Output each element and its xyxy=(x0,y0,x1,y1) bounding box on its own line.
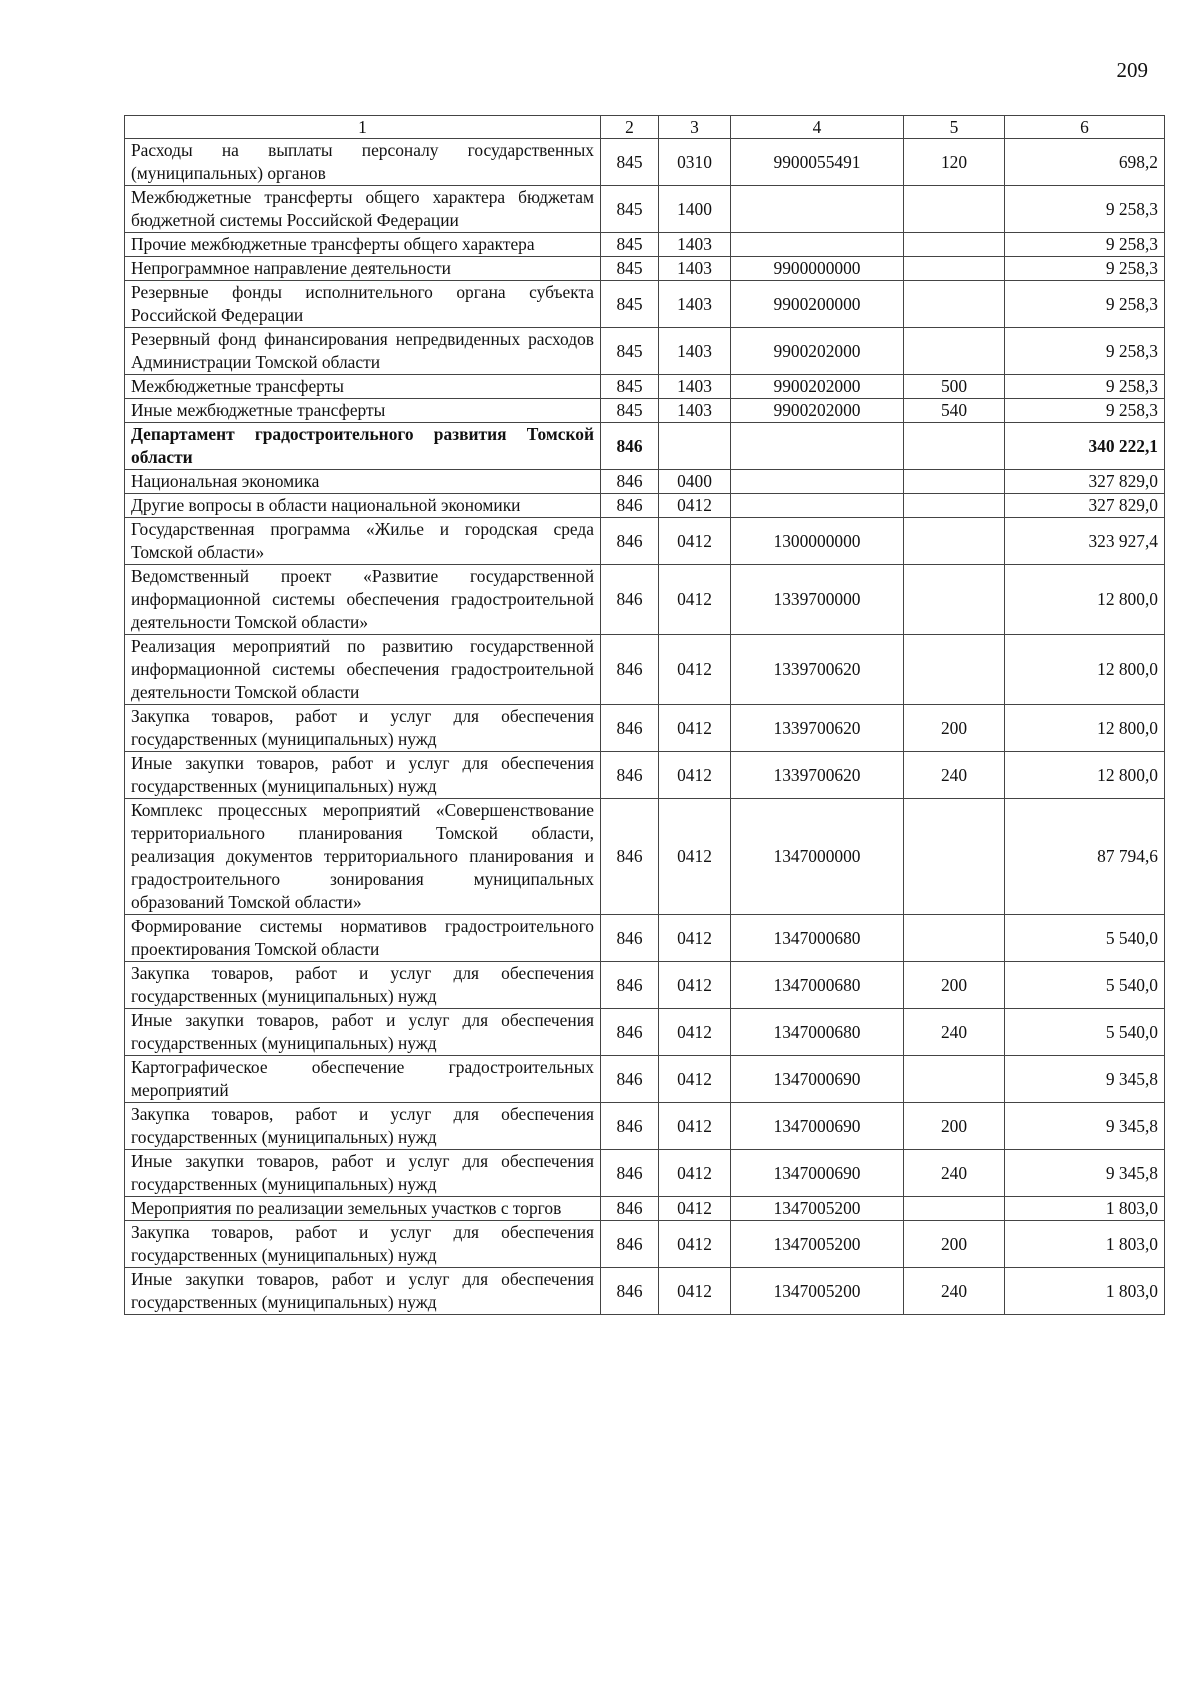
row-code-2: 845 xyxy=(601,257,659,281)
table-row xyxy=(125,635,1165,705)
table-row xyxy=(125,139,1165,186)
row-code-5: 500 xyxy=(904,375,1005,399)
row-amount: 12 800,0 xyxy=(1005,565,1165,635)
row-code-2: 846 xyxy=(601,1268,659,1315)
row-code-3: 1403 xyxy=(659,233,731,257)
row-name: Иные межбюджетные трансферты xyxy=(125,399,601,423)
row-amount: 1 803,0 xyxy=(1005,1221,1165,1268)
row-amount: 9 345,8 xyxy=(1005,1150,1165,1197)
column-number-3: 3 xyxy=(659,116,731,139)
row-name: Иные закупки товаров, работ и услуг для обеспечения государственных (муниципальных) нужд xyxy=(125,1268,601,1315)
row-code-5: 200 xyxy=(904,705,1005,752)
row-code-3: 0412 xyxy=(659,1103,731,1150)
row-code-4: 1347000690 xyxy=(731,1103,904,1150)
table-row xyxy=(125,257,1165,281)
row-name: Прочие межбюджетные трансферты общего характера xyxy=(125,233,601,257)
row-amount: 698,2 xyxy=(1005,139,1165,186)
row-code-4: 1347005200 xyxy=(731,1221,904,1268)
row-code-3: 1403 xyxy=(659,281,731,328)
budget-table-body xyxy=(125,116,1165,1315)
row-name: Формирование системы нормативов градостроительного проектирования Томской области xyxy=(125,915,601,962)
row-code-5 xyxy=(904,257,1005,281)
table-row xyxy=(125,399,1165,423)
row-code-5: 200 xyxy=(904,1221,1005,1268)
row-code-5 xyxy=(904,518,1005,565)
row-code-3: 0412 xyxy=(659,1150,731,1197)
row-code-4: 1339700620 xyxy=(731,752,904,799)
table-row xyxy=(125,752,1165,799)
row-code-3: 0412 xyxy=(659,494,731,518)
row-code-4: 1339700620 xyxy=(731,705,904,752)
row-amount: 5 540,0 xyxy=(1005,915,1165,962)
row-name: Закупка товаров, работ и услуг для обеспечения государственных (муниципальных) нужд xyxy=(125,1103,601,1150)
row-amount: 5 540,0 xyxy=(1005,1009,1165,1056)
row-code-2: 845 xyxy=(601,375,659,399)
row-code-2: 846 xyxy=(601,1197,659,1221)
row-code-3: 0412 xyxy=(659,962,731,1009)
column-number-1: 1 xyxy=(125,116,601,139)
row-code-3: 0310 xyxy=(659,139,731,186)
row-amount: 12 800,0 xyxy=(1005,705,1165,752)
row-name: Мероприятия по реализации земельных участков с торгов xyxy=(125,1197,601,1221)
row-code-2: 846 xyxy=(601,799,659,915)
row-code-4: 1347000680 xyxy=(731,962,904,1009)
row-code-5 xyxy=(904,565,1005,635)
row-code-3: 1400 xyxy=(659,186,731,233)
row-code-3: 1403 xyxy=(659,328,731,375)
row-name: Национальная экономика xyxy=(125,470,601,494)
row-amount: 9 258,3 xyxy=(1005,399,1165,423)
row-code-3: 0412 xyxy=(659,1009,731,1056)
row-code-4: 1347000680 xyxy=(731,915,904,962)
row-code-4 xyxy=(731,470,904,494)
row-code-5: 200 xyxy=(904,1103,1005,1150)
row-code-5: 240 xyxy=(904,1268,1005,1315)
row-name: Межбюджетные трансферты xyxy=(125,375,601,399)
column-number-6: 6 xyxy=(1005,116,1165,139)
row-code-2: 846 xyxy=(601,1009,659,1056)
row-code-5: 540 xyxy=(904,399,1005,423)
row-code-4: 9900202000 xyxy=(731,328,904,375)
row-name: Межбюджетные трансферты общего характера бюджетам бюджетной системы Российской Федерации xyxy=(125,186,601,233)
row-code-4: 1347000000 xyxy=(731,799,904,915)
row-amount: 9 345,8 xyxy=(1005,1056,1165,1103)
row-code-5 xyxy=(904,328,1005,375)
row-code-2: 846 xyxy=(601,1103,659,1150)
row-code-2: 845 xyxy=(601,139,659,186)
row-code-5 xyxy=(904,1197,1005,1221)
row-name: Иные закупки товаров, работ и услуг для обеспечения государственных (муниципальных) нужд xyxy=(125,752,601,799)
row-name: Резервные фонды исполнительного органа субъекта Российской Федерации xyxy=(125,281,601,328)
row-name: Ведомственный проект «Развитие государственной информационной системы обеспечения градостроительной деятельности Томской области» xyxy=(125,565,601,635)
row-code-4: 1347000690 xyxy=(731,1150,904,1197)
row-code-2: 846 xyxy=(601,494,659,518)
row-code-4: 1347000690 xyxy=(731,1056,904,1103)
row-code-2: 846 xyxy=(601,1056,659,1103)
row-name: Другие вопросы в области национальной экономики xyxy=(125,494,601,518)
row-amount: 327 829,0 xyxy=(1005,470,1165,494)
row-code-5: 240 xyxy=(904,1150,1005,1197)
table-row xyxy=(125,705,1165,752)
row-code-2: 846 xyxy=(601,518,659,565)
row-code-4: 1339700000 xyxy=(731,565,904,635)
row-code-3: 0412 xyxy=(659,635,731,705)
row-code-3: 0412 xyxy=(659,1268,731,1315)
row-name: Реализация мероприятий по развитию государственной информационной системы обеспечения градостроительной деятельности Томской области xyxy=(125,635,601,705)
row-code-3 xyxy=(659,423,731,470)
row-name: Закупка товаров, работ и услуг для обеспечения государственных (муниципальных) нужд xyxy=(125,705,601,752)
row-code-2: 846 xyxy=(601,1150,659,1197)
row-code-2: 846 xyxy=(601,752,659,799)
row-amount: 9 345,8 xyxy=(1005,1103,1165,1150)
row-amount: 87 794,6 xyxy=(1005,799,1165,915)
budget-table xyxy=(124,115,1165,1315)
row-amount: 9 258,3 xyxy=(1005,233,1165,257)
row-code-4 xyxy=(731,423,904,470)
row-code-2: 845 xyxy=(601,328,659,375)
table-row xyxy=(125,1221,1165,1268)
row-code-2: 846 xyxy=(601,1221,659,1268)
row-code-3: 1403 xyxy=(659,257,731,281)
row-name: Закупка товаров, работ и услуг для обеспечения государственных (муниципальных) нужд xyxy=(125,962,601,1009)
row-amount: 9 258,3 xyxy=(1005,328,1165,375)
row-code-4: 1347000680 xyxy=(731,1009,904,1056)
row-name: Резервный фонд финансирования непредвиденных расходов Администрации Томской области xyxy=(125,328,601,375)
row-code-4: 9900055491 xyxy=(731,139,904,186)
table-row xyxy=(125,328,1165,375)
row-amount: 9 258,3 xyxy=(1005,186,1165,233)
row-code-3: 0412 xyxy=(659,518,731,565)
row-code-4: 1347005200 xyxy=(731,1197,904,1221)
table-row xyxy=(125,186,1165,233)
row-code-2: 846 xyxy=(601,423,659,470)
row-name: Картографическое обеспечение градостроительных мероприятий xyxy=(125,1056,601,1103)
row-name: Иные закупки товаров, работ и услуг для обеспечения государственных (муниципальных) нужд xyxy=(125,1150,601,1197)
row-code-5 xyxy=(904,281,1005,328)
page-number: 209 xyxy=(1116,58,1148,82)
row-name: Департамент градостроительного развития Томской области xyxy=(125,423,601,470)
row-amount: 12 800,0 xyxy=(1005,635,1165,705)
row-code-4: 9900200000 xyxy=(731,281,904,328)
row-code-5: 200 xyxy=(904,962,1005,1009)
table-row xyxy=(125,962,1165,1009)
row-amount: 1 803,0 xyxy=(1005,1268,1165,1315)
table-row xyxy=(125,423,1165,470)
row-amount: 1 803,0 xyxy=(1005,1197,1165,1221)
table-row xyxy=(125,494,1165,518)
table-row xyxy=(125,565,1165,635)
row-code-4: 9900202000 xyxy=(731,375,904,399)
table-row xyxy=(125,470,1165,494)
row-code-4: 9900202000 xyxy=(731,399,904,423)
row-code-5 xyxy=(904,494,1005,518)
row-code-2: 845 xyxy=(601,186,659,233)
column-number-5: 5 xyxy=(904,116,1005,139)
row-code-2: 846 xyxy=(601,915,659,962)
row-amount: 12 800,0 xyxy=(1005,752,1165,799)
table-row xyxy=(125,1197,1165,1221)
row-code-2: 846 xyxy=(601,962,659,1009)
row-code-4: 1347005200 xyxy=(731,1268,904,1315)
row-code-3: 0400 xyxy=(659,470,731,494)
table-row xyxy=(125,1150,1165,1197)
table-row xyxy=(125,1056,1165,1103)
row-code-3: 0412 xyxy=(659,1221,731,1268)
row-code-3: 0412 xyxy=(659,752,731,799)
row-code-5 xyxy=(904,186,1005,233)
row-code-5: 240 xyxy=(904,1009,1005,1056)
row-code-4 xyxy=(731,233,904,257)
row-code-3: 0412 xyxy=(659,1056,731,1103)
row-code-3: 0412 xyxy=(659,1197,731,1221)
table-row xyxy=(125,281,1165,328)
row-code-3: 0412 xyxy=(659,915,731,962)
row-code-4 xyxy=(731,494,904,518)
column-number-row xyxy=(125,116,1165,139)
row-code-3: 1403 xyxy=(659,375,731,399)
row-name: Иные закупки товаров, работ и услуг для обеспечения государственных (муниципальных) нужд xyxy=(125,1009,601,1056)
row-code-5 xyxy=(904,423,1005,470)
row-amount: 9 258,3 xyxy=(1005,257,1165,281)
row-code-2: 845 xyxy=(601,233,659,257)
row-code-2: 846 xyxy=(601,705,659,752)
row-code-4: 1339700620 xyxy=(731,635,904,705)
row-code-5 xyxy=(904,799,1005,915)
row-code-2: 845 xyxy=(601,281,659,328)
row-code-4 xyxy=(731,186,904,233)
row-code-5 xyxy=(904,1056,1005,1103)
row-name: Государственная программа «Жилье и городская среда Томской области» xyxy=(125,518,601,565)
row-amount: 327 829,0 xyxy=(1005,494,1165,518)
row-code-2: 846 xyxy=(601,565,659,635)
row-code-3: 0412 xyxy=(659,799,731,915)
row-code-3: 0412 xyxy=(659,565,731,635)
row-code-5: 240 xyxy=(904,752,1005,799)
row-code-4: 1300000000 xyxy=(731,518,904,565)
table-row xyxy=(125,915,1165,962)
row-code-5: 120 xyxy=(904,139,1005,186)
row-amount: 323 927,4 xyxy=(1005,518,1165,565)
row-name: Закупка товаров, работ и услуг для обеспечения государственных (муниципальных) нужд xyxy=(125,1221,601,1268)
row-code-3: 1403 xyxy=(659,399,731,423)
row-name: Расходы на выплаты персоналу государственных (муниципальных) органов xyxy=(125,139,601,186)
table-row xyxy=(125,1103,1165,1150)
row-name: Комплекс процессных мероприятий «Совершенствование территориального планирования Томской области, реализация документов территориального планирования и градостроительного зонирования муниципальных образований Томской области» xyxy=(125,799,601,915)
row-name: Непрограммное направление деятельности xyxy=(125,257,601,281)
row-code-5 xyxy=(904,233,1005,257)
table-row xyxy=(125,799,1165,915)
row-code-5 xyxy=(904,635,1005,705)
table-row xyxy=(125,375,1165,399)
table-row xyxy=(125,518,1165,565)
row-code-2: 846 xyxy=(601,470,659,494)
table-row xyxy=(125,233,1165,257)
column-number-2: 2 xyxy=(601,116,659,139)
row-amount: 340 222,1 xyxy=(1005,423,1165,470)
row-code-2: 845 xyxy=(601,399,659,423)
row-code-5 xyxy=(904,915,1005,962)
row-amount: 5 540,0 xyxy=(1005,962,1165,1009)
table-row xyxy=(125,1009,1165,1056)
row-code-2: 846 xyxy=(601,635,659,705)
row-amount: 9 258,3 xyxy=(1005,281,1165,328)
row-code-3: 0412 xyxy=(659,705,731,752)
row-code-4: 9900000000 xyxy=(731,257,904,281)
table-row xyxy=(125,1268,1165,1315)
row-amount: 9 258,3 xyxy=(1005,375,1165,399)
column-number-4: 4 xyxy=(731,116,904,139)
row-code-5 xyxy=(904,470,1005,494)
